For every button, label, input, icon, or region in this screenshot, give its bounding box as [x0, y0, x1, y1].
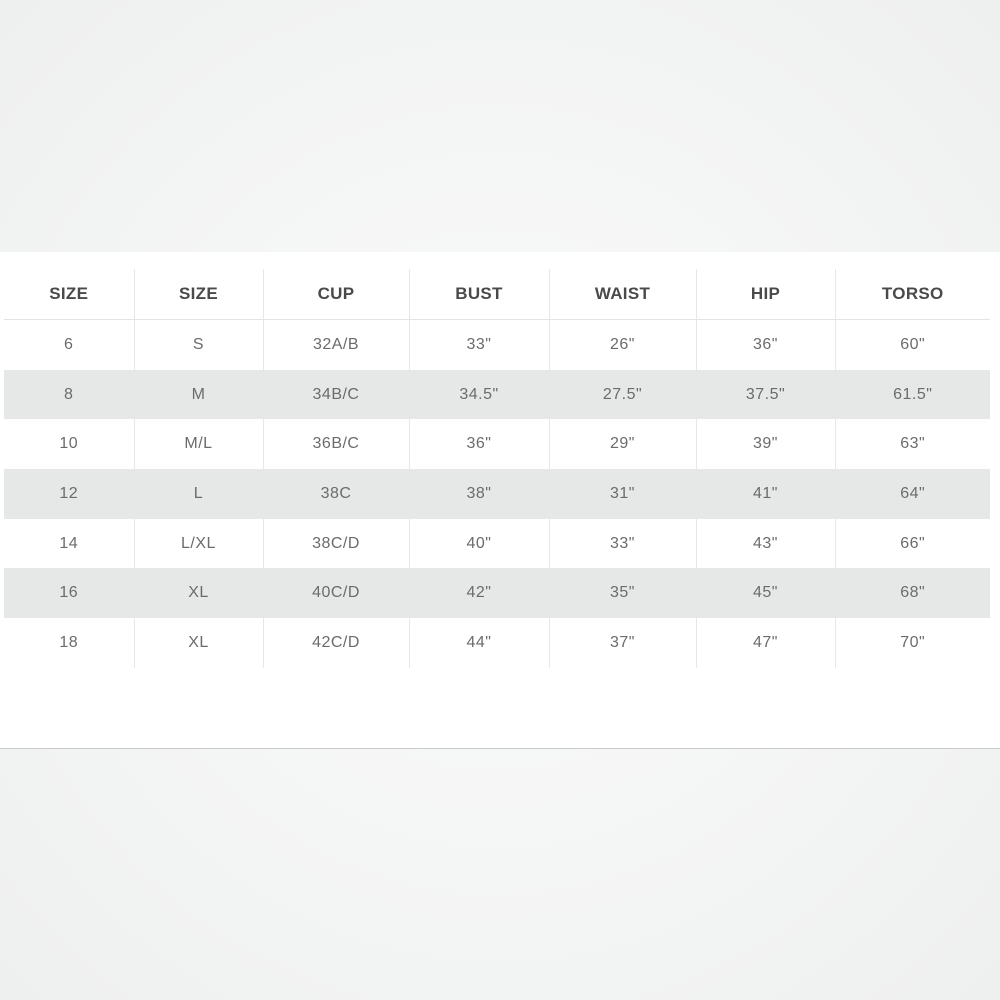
cell-torso: 60"	[835, 320, 990, 370]
cell-size-letter: XL	[134, 568, 263, 618]
table-row	[4, 519, 990, 569]
cell-hip: 41"	[696, 469, 835, 519]
table-row	[4, 419, 990, 469]
cell-hip: 36"	[696, 320, 835, 370]
cell-size-letter: XL	[134, 618, 263, 668]
cell-waist: 27.5"	[549, 370, 696, 420]
cell-hip: 39"	[696, 419, 835, 469]
cell-waist: 26"	[549, 320, 696, 370]
cell-bust: 33"	[409, 320, 549, 370]
cell-torso: 64"	[835, 469, 990, 519]
header-hip: HIP	[696, 269, 835, 320]
cell-waist: 29"	[549, 419, 696, 469]
cell-size-letter: M	[134, 370, 263, 420]
cell-torso: 68"	[835, 568, 990, 618]
header-cup: CUP	[263, 269, 409, 320]
header-bust: BUST	[409, 269, 549, 320]
cell-cup: 38C/D	[263, 519, 409, 569]
cell-cup: 36B/C	[263, 419, 409, 469]
cell-size-letter: M/L	[134, 419, 263, 469]
cell-size-letter: L/XL	[134, 519, 263, 569]
header-waist: WAIST	[549, 269, 696, 320]
cell-cup: 32A/B	[263, 320, 409, 370]
cell-torso: 61.5"	[835, 370, 990, 420]
table-row	[4, 320, 990, 370]
cell-size-numeric: 12	[4, 469, 134, 519]
cell-size-numeric: 16	[4, 568, 134, 618]
cell-cup: 34B/C	[263, 370, 409, 420]
cell-size-numeric: 10	[59, 435, 79, 453]
cell-bust: 40"	[409, 519, 549, 569]
cell-torso: 63"	[835, 419, 990, 469]
cell-waist: 33"	[549, 519, 696, 569]
cell-hip: 45"	[696, 568, 835, 618]
cell-bust: 36"	[409, 419, 549, 469]
cell-size-numeric: 14	[59, 534, 79, 552]
cell-size-letter: S	[134, 320, 263, 370]
cell-hip: 43"	[696, 519, 835, 569]
cell-bust: 38"	[409, 469, 549, 519]
header-row	[4, 269, 990, 320]
cell-size-letter: L	[134, 469, 263, 519]
cell-bust: 44"	[409, 618, 549, 668]
table-row	[4, 618, 990, 668]
cell-bust: 42"	[409, 568, 549, 618]
cell-hip: 47"	[696, 618, 835, 668]
cell-hip: 37.5"	[696, 370, 835, 420]
table-row	[4, 370, 990, 420]
cell-size-numeric: 8	[4, 370, 134, 420]
cell-cup: 40C/D	[263, 568, 409, 618]
cell-waist: 37"	[549, 618, 696, 668]
table-row	[4, 469, 990, 519]
cell-torso: 70"	[835, 618, 990, 668]
size-chart-table	[4, 269, 990, 668]
cell-torso: 66"	[835, 519, 990, 569]
cell-size-numeric: 18	[59, 633, 79, 651]
cell-waist: 35"	[549, 568, 696, 618]
cell-cup: 42C/D	[263, 618, 409, 668]
cell-size-numeric: 6	[64, 335, 74, 353]
header-torso: TORSO	[835, 269, 990, 320]
header-size-letter: SIZE	[134, 269, 263, 320]
size-chart-card	[0, 252, 1000, 749]
table-row	[4, 568, 990, 618]
header-size-numeric: SIZE	[4, 269, 134, 320]
cell-waist: 31"	[549, 469, 696, 519]
cell-cup: 38C	[263, 469, 409, 519]
cell-bust: 34.5"	[409, 370, 549, 420]
